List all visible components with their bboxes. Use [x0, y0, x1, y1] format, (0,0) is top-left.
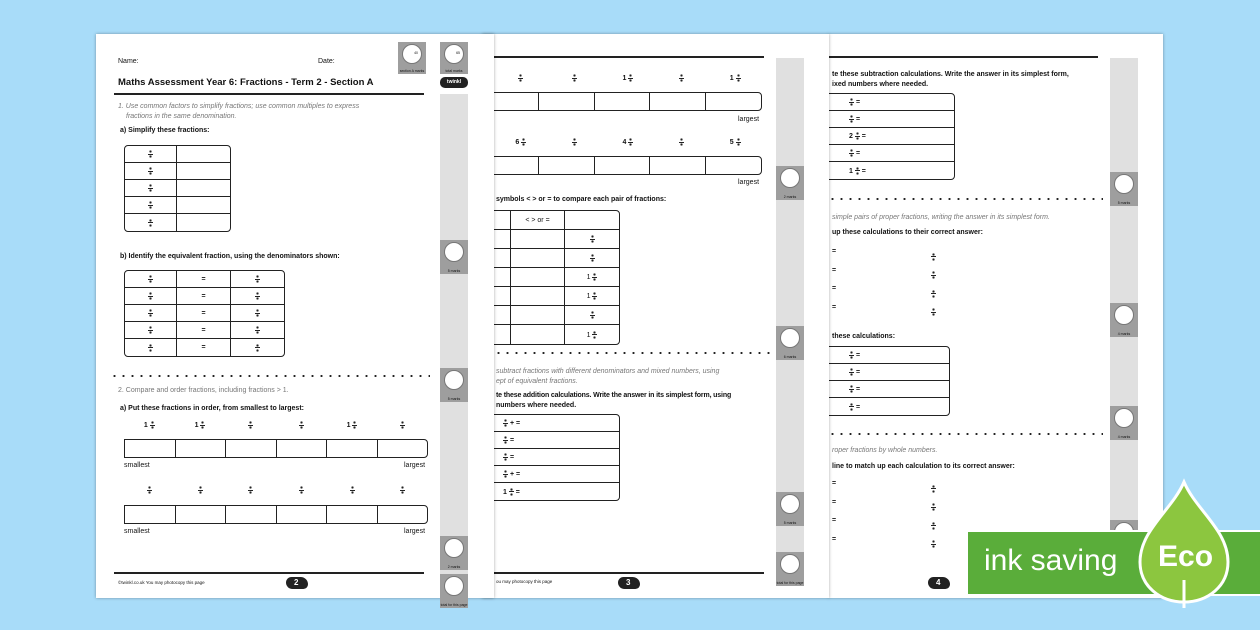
fraction-label: [655, 138, 709, 146]
table-cell: [125, 288, 177, 305]
ordering-boxes: [124, 505, 428, 524]
worksheet-page-3: [828, 34, 1163, 598]
table-cell: [125, 180, 177, 197]
fraction-label: [327, 486, 378, 494]
table-row: [125, 214, 230, 231]
table-row: [125, 197, 230, 214]
fraction-label: [276, 486, 327, 494]
table-cell[interactable]: [511, 249, 565, 268]
fraction: [400, 421, 405, 429]
table-cell[interactable]: [177, 146, 230, 163]
table-row: [823, 347, 949, 364]
table-cell[interactable]: [565, 211, 619, 230]
table-row: [823, 145, 954, 162]
fraction-label: 1: [124, 421, 175, 429]
answer-box[interactable]: [706, 93, 761, 110]
footer-rule: [482, 572, 764, 574]
match-calculation: =: [832, 535, 837, 543]
fraction: [572, 138, 577, 146]
question-text: b) Identify the equivalent fraction, using the denominators shown:: [120, 253, 340, 260]
match-answer: [931, 480, 936, 498]
answer-box[interactable]: [226, 506, 277, 523]
table-cell: [125, 271, 177, 288]
fraction: [503, 453, 508, 461]
fraction: [855, 132, 860, 140]
answer-box[interactable]: [378, 440, 428, 457]
marks-box: 6 marks: [776, 326, 804, 360]
table-cell: [231, 288, 284, 305]
table-cell: [231, 322, 284, 339]
question-text: up these calculations to their correct answer:: [832, 229, 983, 236]
fraction: [849, 98, 854, 106]
answer-box[interactable]: [595, 93, 651, 110]
fraction-row: [494, 74, 762, 82]
fraction: [352, 421, 357, 429]
answer-box[interactable]: [539, 93, 595, 110]
largest-label: largest: [738, 179, 760, 186]
fraction: [518, 74, 523, 82]
table-cell: [565, 249, 619, 268]
fraction: [299, 486, 304, 494]
fraction: [255, 292, 260, 300]
fraction: [148, 167, 153, 175]
table-cell: 1: [565, 287, 619, 306]
table-row: [125, 288, 284, 305]
fraction: [255, 326, 260, 334]
question-text: te these subtraction calculations. Write the answer in its simplest form,: [832, 71, 1069, 78]
ordering-boxes: [124, 439, 428, 458]
fraction: [521, 138, 526, 146]
match-answer: [931, 517, 936, 535]
footer-text: ou may photocopy this page: [496, 579, 553, 584]
fraction-label: [124, 486, 175, 494]
compare-table: [476, 210, 620, 345]
fraction-label: [494, 74, 548, 82]
table-cell: =: [823, 381, 949, 398]
fraction: [855, 167, 860, 175]
table-row: [823, 381, 949, 398]
fraction: [590, 235, 595, 243]
table-row: [477, 415, 619, 432]
table-cell: [125, 146, 177, 163]
marks-box: total for this page: [776, 552, 804, 586]
table-cell: =: [177, 305, 231, 322]
fraction: [148, 344, 153, 352]
fraction-label: 1: [175, 421, 226, 429]
smallest-label: smallest: [124, 462, 150, 469]
table-row: [477, 287, 619, 306]
fraction: [849, 115, 854, 123]
table-row: [477, 306, 619, 325]
table-row: [477, 230, 619, 249]
table-row: [823, 94, 954, 111]
answer-box[interactable]: [378, 506, 428, 523]
addition-table: [476, 414, 620, 501]
table-cell: [125, 163, 177, 180]
footer-rule: [114, 572, 424, 574]
table-row: [477, 249, 619, 268]
largest-label: largest: [738, 116, 760, 123]
date-label: Date:: [318, 58, 335, 65]
table-cell: =: [477, 432, 619, 449]
answer-box[interactable]: [176, 506, 227, 523]
match-calculation: =: [832, 248, 837, 255]
marks-box: 4 marks: [1110, 303, 1138, 337]
question-text: numbers where needed.: [496, 402, 577, 409]
ink-saving-label: ink saving: [984, 544, 1118, 577]
fraction: [503, 419, 508, 427]
calculation-table: [822, 346, 950, 416]
fraction: [628, 138, 633, 146]
objective-text: 1. Use common factors to simplify fractions; use common multiples to express: [118, 103, 360, 110]
simplify-table: [124, 145, 231, 232]
answer-box[interactable]: [125, 506, 176, 523]
match-calculation: =: [832, 498, 837, 506]
fraction: [592, 273, 597, 281]
match-calculation: =: [832, 266, 837, 274]
match-answer: [931, 304, 936, 322]
table-row: [823, 364, 949, 381]
total-marks-box: 65 total marks: [440, 42, 468, 74]
eco-label: Eco: [1158, 540, 1214, 573]
table-row: [823, 398, 949, 415]
fraction: [736, 74, 741, 82]
name-label: Name:: [118, 58, 139, 65]
table-row: [125, 322, 284, 339]
table-cell: [231, 305, 284, 322]
match-answer: [931, 499, 936, 517]
smallest-label: smallest: [124, 528, 150, 535]
table-row: [477, 268, 619, 287]
match-answer: [931, 285, 936, 303]
fraction-label: 4: [601, 138, 655, 146]
table-cell: =: [823, 364, 949, 381]
answer-box[interactable]: [650, 157, 706, 174]
answer-box[interactable]: [595, 157, 651, 174]
fraction-row: [494, 138, 762, 146]
fraction-label: [175, 486, 226, 494]
fraction: [299, 421, 304, 429]
match-answer: [931, 536, 936, 554]
match-answer: [931, 248, 936, 266]
table-cell: =: [177, 271, 231, 288]
table-cell: 1 =: [849, 167, 866, 175]
fraction-label: 6: [494, 138, 548, 146]
table-cell: + =: [477, 415, 619, 432]
page-title: Maths Assessment Year 6: Fractions - Term 2 - Section A: [118, 77, 374, 88]
fraction: [931, 290, 936, 298]
ordering-boxes: [482, 92, 762, 111]
match-calculation: =: [832, 303, 837, 311]
match-calculation: =: [832, 480, 837, 487]
objective-text: roper fractions by whole numbers.: [832, 447, 938, 454]
twinkl-page-logo: 4: [928, 577, 950, 589]
marks-strip: [440, 94, 468, 607]
marks-box: 5 marks: [440, 368, 468, 402]
equivalent-table: [124, 270, 285, 357]
table-cell: 2 =: [823, 128, 954, 145]
table-cell: 1: [565, 268, 619, 287]
fraction: [150, 421, 155, 429]
fraction: [931, 503, 936, 511]
question-text: a) Simplify these fractions:: [120, 127, 210, 134]
table-cell: =: [477, 449, 619, 466]
fraction: [147, 486, 152, 494]
table-cell: =: [823, 145, 954, 162]
ordering-boxes: [482, 156, 762, 175]
objective-text: fractions in the same denomination.: [126, 113, 237, 120]
marks-box: total for this page: [440, 574, 468, 608]
table-cell: 1 =: [503, 488, 520, 496]
answer-box[interactable]: [226, 440, 277, 457]
fraction: [148, 201, 153, 209]
fraction: [148, 219, 153, 227]
fraction-row: [124, 486, 428, 494]
fraction: [679, 74, 684, 82]
subtraction-table: [822, 93, 955, 180]
section-divider: [828, 433, 1103, 435]
answer-box[interactable]: [277, 440, 328, 457]
twinkl-page-logo: 2: [286, 577, 308, 589]
largest-label: largest: [404, 462, 426, 469]
table-cell: [565, 306, 619, 325]
marks-box: 5 marks: [776, 492, 804, 526]
section-a-marks-box: 40 section A marks: [398, 42, 426, 74]
fraction: [572, 74, 577, 82]
table-cell: =: [177, 322, 231, 339]
fraction: [148, 150, 153, 158]
table-row: [125, 305, 284, 322]
fraction: [931, 540, 936, 548]
fraction-label: 1: [708, 74, 762, 82]
fraction: [679, 138, 684, 146]
answer-box[interactable]: [125, 440, 176, 457]
fraction-label: 1: [601, 74, 655, 82]
fraction: [255, 344, 260, 352]
objective-text: ept of equivalent fractions.: [496, 378, 578, 385]
footer-text: ©twinkl.co.uk You may photocopy this page: [118, 580, 205, 585]
table-cell: 1: [565, 325, 619, 344]
table-cell: =: [823, 398, 949, 415]
table-cell[interactable]: [511, 325, 565, 344]
fraction: [148, 184, 153, 192]
table-cell: [231, 271, 284, 288]
fraction: [350, 486, 355, 494]
answer-box[interactable]: [277, 506, 328, 523]
answer-box[interactable]: [650, 93, 706, 110]
table-cell: =: [177, 339, 231, 356]
fraction: [931, 308, 936, 316]
marks-box: 5 marks: [1110, 172, 1138, 206]
table-cell[interactable]: [177, 180, 230, 197]
table-row: [477, 449, 619, 466]
fraction: [849, 368, 854, 376]
question-text: te these addition calculations. Write the answer in its simplest form, using: [496, 392, 732, 399]
question-text: a) Put these fractions in order, from smallest to largest:: [120, 405, 304, 412]
fraction: [148, 275, 153, 283]
marks-box: 2 marks: [440, 536, 468, 570]
fraction: [590, 254, 595, 262]
table-cell[interactable]: [511, 287, 565, 306]
match-calculation: =: [832, 285, 837, 292]
table-cell: =: [177, 288, 231, 305]
table-row: [125, 180, 230, 197]
table-cell: =: [823, 347, 949, 364]
fraction: [148, 292, 153, 300]
table-cell: [125, 214, 177, 231]
table-cell: + =: [477, 466, 619, 483]
fraction: [592, 292, 597, 300]
fraction: [736, 138, 741, 146]
fraction: [931, 485, 936, 493]
question-text: line to match up each calculation to its correct answer:: [832, 463, 1015, 470]
table-cell[interactable]: [511, 230, 565, 249]
table-cell: [125, 305, 177, 322]
section-divider: [828, 198, 1103, 200]
fraction-label: 1: [327, 421, 378, 429]
table-row: [823, 111, 954, 128]
marks-box: 4 marks: [1110, 406, 1138, 440]
fraction: [198, 486, 203, 494]
fraction: [509, 488, 514, 496]
objective-text: 2. Compare and order fractions, including fractions > 1.: [118, 387, 289, 394]
answer-box[interactable]: [327, 506, 378, 523]
fraction: [849, 351, 854, 359]
table-cell: [125, 339, 177, 356]
section-divider: [494, 352, 774, 354]
fraction: [200, 421, 205, 429]
table-row: [477, 432, 619, 449]
fraction-label: [225, 486, 276, 494]
fraction-row: [124, 421, 428, 429]
table-row: [125, 163, 230, 180]
question-text: symbols < > or = to compare each pair of fractions:: [496, 196, 667, 203]
fraction: [590, 311, 595, 319]
table-row: [477, 211, 619, 230]
table-cell[interactable]: [511, 306, 565, 325]
table-row: [477, 466, 619, 483]
table-cell: =: [823, 94, 954, 111]
fraction: [503, 436, 508, 444]
fraction: [248, 486, 253, 494]
fraction: [849, 149, 854, 157]
table-row: [477, 325, 619, 344]
fraction-label: [655, 74, 709, 82]
fraction: [255, 309, 260, 317]
fraction: [931, 271, 936, 279]
table-cell: [565, 230, 619, 249]
table-cell[interactable]: [177, 163, 230, 180]
table-row: [477, 483, 619, 500]
table-row: [823, 162, 954, 179]
fraction: [931, 253, 936, 261]
fraction-label: [548, 74, 602, 82]
fraction: [248, 421, 253, 429]
table-cell: [231, 339, 284, 356]
answer-box[interactable]: [539, 157, 595, 174]
fraction-label: [225, 421, 276, 429]
fraction-label: [377, 486, 428, 494]
worksheet-page-1: [96, 34, 494, 607]
table-cell: =: [823, 111, 954, 128]
table-cell[interactable]: [177, 214, 230, 231]
table-row: [125, 146, 230, 163]
table-cell[interactable]: [511, 268, 565, 287]
question-text: ixed numbers where needed.: [832, 81, 929, 88]
section-divider: [110, 375, 430, 377]
question-text: these calculations:: [832, 333, 896, 340]
marks-strip: [776, 58, 804, 585]
match-answer: [931, 267, 936, 285]
answer-box[interactable]: [176, 440, 227, 457]
fraction: [400, 486, 405, 494]
table-row: [125, 339, 284, 356]
objective-text: simple pairs of proper fractions, writing the answer in its simplest form.: [832, 214, 1050, 221]
fraction-label: [377, 421, 428, 429]
marks-strip: [1110, 58, 1138, 578]
fraction: [503, 470, 508, 478]
marks-box: 2 marks: [776, 166, 804, 200]
objective-text: subtract fractions with different denominators and mixed numbers, using: [496, 368, 720, 375]
fraction-label: [548, 138, 602, 146]
fraction: [592, 331, 597, 339]
fraction: [849, 385, 854, 393]
fraction-label: 5: [708, 138, 762, 146]
header-rule: [482, 56, 764, 58]
twinkl-page-logo: 3: [618, 577, 640, 589]
table-cell[interactable]: [177, 197, 230, 214]
header-rule: [828, 56, 1098, 58]
marks-box: 5 marks: [440, 240, 468, 274]
fraction: [148, 309, 153, 317]
fraction: [628, 74, 633, 82]
answer-box[interactable]: [327, 440, 378, 457]
table-row: [823, 128, 954, 145]
fraction-label: [276, 421, 327, 429]
twinkl-logo: twinkl: [440, 77, 468, 88]
table-cell: < > or =: [511, 211, 565, 230]
table-row: [125, 271, 284, 288]
table-cell: [125, 197, 177, 214]
fraction: [849, 403, 854, 411]
answer-box[interactable]: [706, 157, 761, 174]
table-cell: [125, 322, 177, 339]
fraction: [255, 275, 260, 283]
header-rule: [114, 93, 424, 95]
match-calculation: =: [832, 517, 837, 524]
largest-label: largest: [404, 528, 426, 535]
worksheet-page-2: [482, 34, 829, 598]
fraction: [148, 326, 153, 334]
fraction: [931, 522, 936, 530]
